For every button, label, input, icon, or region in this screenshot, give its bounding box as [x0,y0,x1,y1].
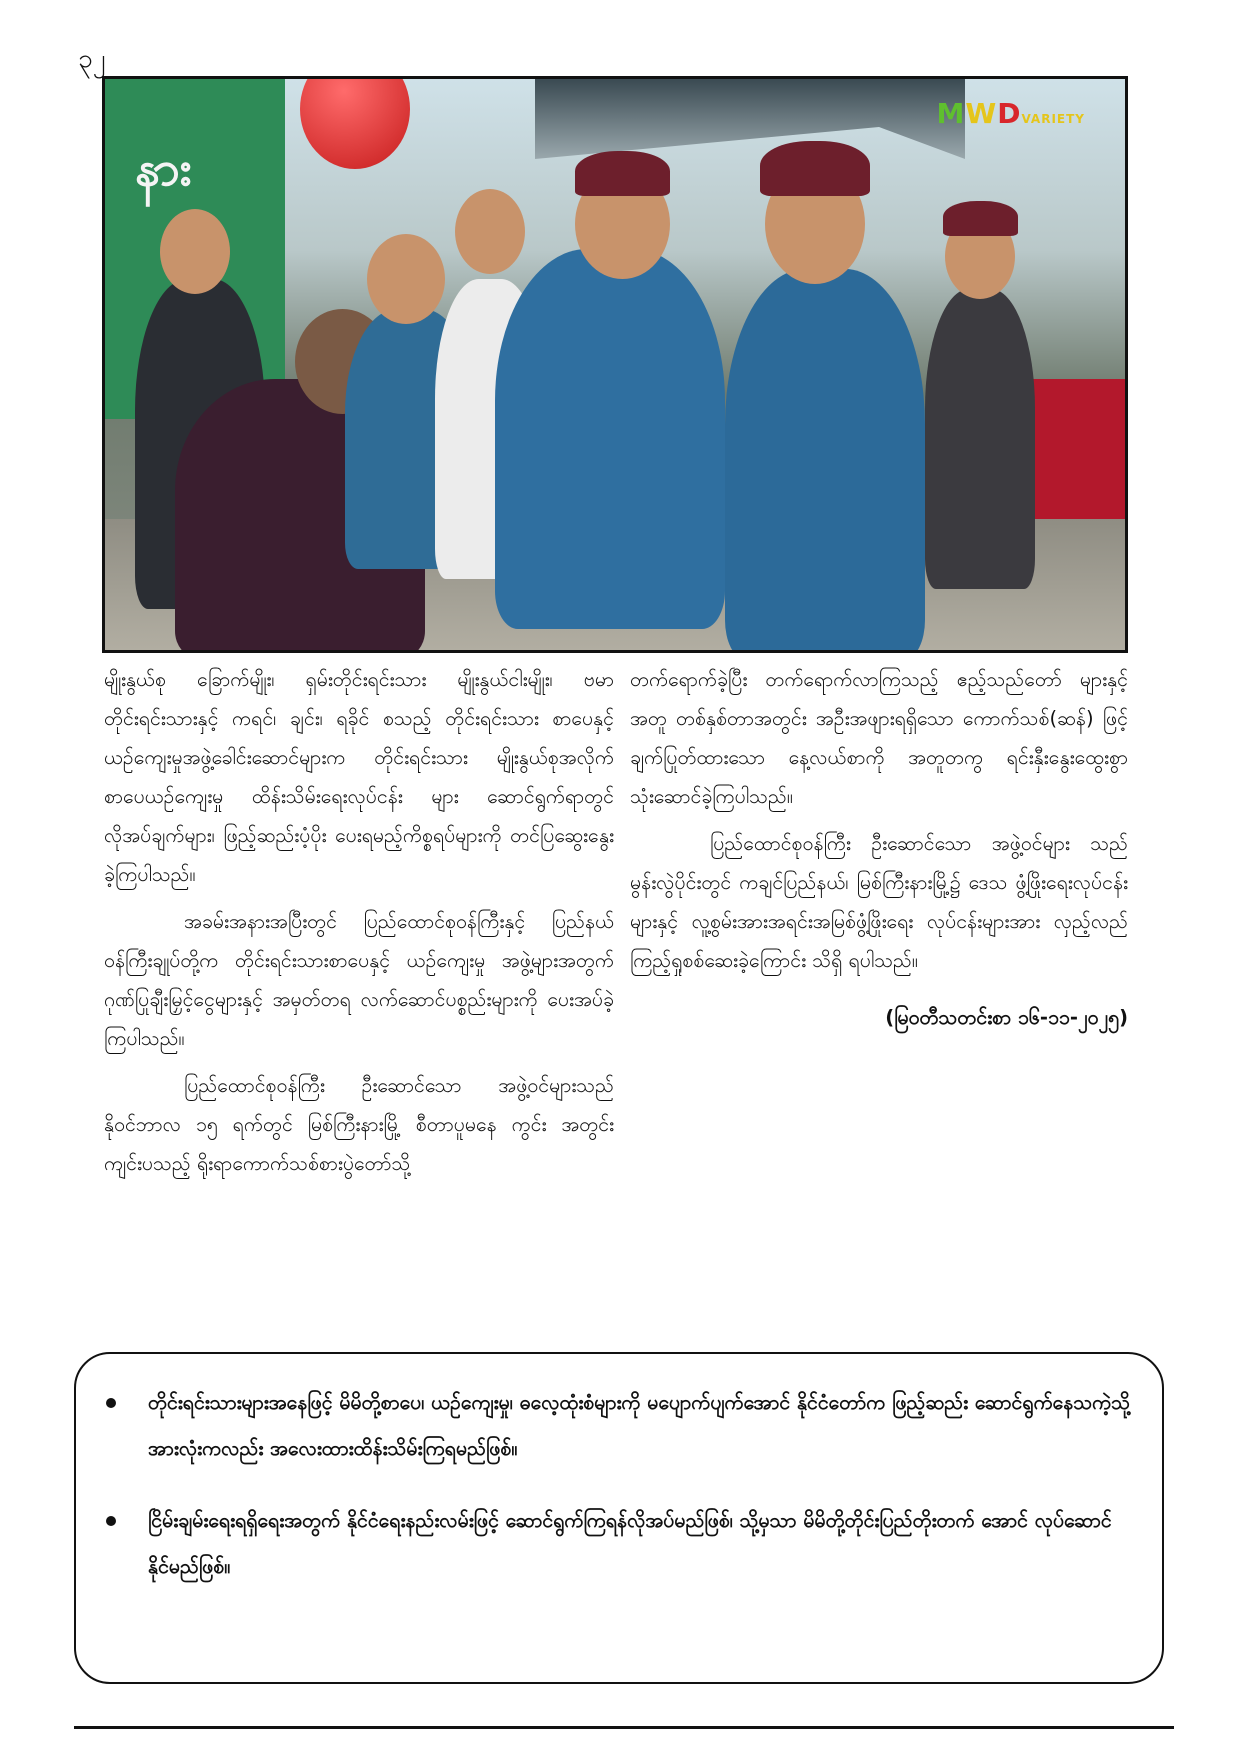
logo-letter-w: W [965,97,998,130]
bullet-icon [106,1516,116,1526]
backdrop-sign-text: နား [135,141,192,197]
logo-letter-m: M [936,97,966,130]
event-photo [102,76,1128,653]
summary-item [106,1380,1132,1472]
left-paragraph-3: ပြည်ထောင်စုဝန်ကြီး ဦးဆောင်သော အဖွဲ့ဝင်များသည် နိုဝင်ဘာလ ၁၅ ရက်တွင် မြစ်ကြီးနားမြို့ စီတာပူမနေ ကွင်း အတွင်း ကျင်းပသည့် ရိုးရာကောက်သစ်စားပွဲတော်သို့ [104,1074,614,1175]
summary-item [106,1498,1132,1590]
left-paragraph-1: မျိုးနွယ်စု ခြောက်မျိုး၊ ရှမ်းတိုင်းရင်းသား မျိုးနွယ်ငါးမျိုး၊ ဗမာ တိုင်းရင်းသားနှင့် ကရင်၊ ချင်း၊ ရခိုင် စသည့် တိုင်းရင်းသား စာပေနှင့် ယဉ်ကျေးမှုအဖွဲ့ခေါင်းဆောင်များက တိုင်းရင်းသား မျိုးနွယ်စုအလိုက် စာပေယဉ်ကျေးမှု ထိန်းသိမ်းရေးလုပ်ငန်း များ ဆောင်ရွက်ရာတွင် လိုအပ်ချက်များ၊ ဖြည့်ဆည်းပံ့ပိုး ပေးရမည့်ကိစ္စရပ်များကို တင်ပြဆွေးနွေးခဲ့ကြပါသည်။ [104,668,614,886]
person-right-blue [725,269,925,653]
summary-list [76,1354,1162,1590]
page-number: ၃၂ [78,44,106,74]
tv-channel-logo [936,97,1085,130]
person-head [367,234,445,324]
person-hat [943,201,1018,236]
person-head [160,209,230,294]
summary-item-text: ငြိမ်းချမ်းရေးရရှိရေးအတွက် နိုင်ငံရေးနည်းလမ်းဖြင့် ဆောင်ရွက်ကြရန်လိုအပ်မည်ဖြစ်၊ သို့မှသာ မိမိတို့တိုင်းပြည်တိုးတက် အောင် လုပ်ဆောင်နိုင်မည်ဖြစ်။ [148,1509,1112,1578]
person-hat [760,141,870,196]
right-paragraph-2: ပြည်ထောင်စုဝန်ကြီး ဦးဆောင်သော အဖွဲ့ဝင်များ သည် မွန်းလွဲပိုင်းတွင် ကချင်ပြည်နယ်၊ မြစ်ကြီးနားမြို့၌ ဒေသ ဖွံ့ဖြိုးရေးလုပ်ငန်းများနှင့် လူ့စွမ်းအားအရင်းအမြစ်ဖွံ့ဖြိုးရေး လုပ်ငန်းများအား လှည့်လည်ကြည့်ရှုစစ်ဆေးခဲ့ကြောင်း သိရှိ ရပါသည်။ [630,832,1128,972]
summary-item-text: တိုင်းရင်းသားများအနေဖြင့် မိမိတို့စာပေ၊ ယဉ်ကျေးမှု၊ ဓလေ့ထုံးစံများကို မပျောက်ပျက်အောင် နိုင်ငံတော်က ဖြည့်ဆည်း ဆောင်ရွက်နေသကဲ့သို့ အားလုံးကလည်း အလေးထားထိန်းသိမ်းကြရမည်ဖြစ်။ [148,1391,1131,1460]
logo-suffix: VARIETY [1021,112,1085,126]
person-head [455,189,525,274]
bottom-rule [74,1726,1174,1729]
summary-box [74,1352,1164,1684]
red-balloon [300,76,410,169]
building-roof [535,79,965,159]
person-hat [575,151,670,196]
right-paragraph-1: တက်ရောက်ခဲ့ပြီး တက်ရောက်လာကြသည့် ဧည့်သည်တော် များနှင့်အတူ တစ်နှစ်တာအတွင်း အဦးအဖျားရရှိသော ကောက်သစ်(ဆန်) ဖြင့် ချက်ပြုတ်ထားသော နေ့လယ်စာကို အတူတကွ ရင်းနှီးနွေးထွေးစွာ သုံးဆောင်ခဲ့ကြပါသည်။ [630,668,1128,808]
left-paragraph-2: အခမ်းအနားအပြီးတွင် ပြည်ထောင်စုဝန်ကြီးနှင့် ပြည်နယ်ဝန်ကြီးချုပ်တို့က တိုင်းရင်းသားစာပေနှင့် ယဉ်ကျေးမှု အဖွဲ့များအတွက် ဂုဏ်ပြုချီးမြှင့်ငွေများနှင့် အမှတ်တရ လက်ဆောင်ပစ္စည်းများကို ပေးအပ်ခဲ့ကြပါသည်။ [104,910,614,1050]
person-minister [495,249,725,629]
bullet-icon [106,1398,116,1408]
right-column [630,660,1128,1037]
left-column [104,660,614,1183]
logo-letter-d: D [997,97,1022,130]
source-citation: (မြဝတီသတင်းစာ ၁၆-၁၁-၂၀၂၅) [885,1006,1128,1029]
person-far-right [925,289,1035,589]
